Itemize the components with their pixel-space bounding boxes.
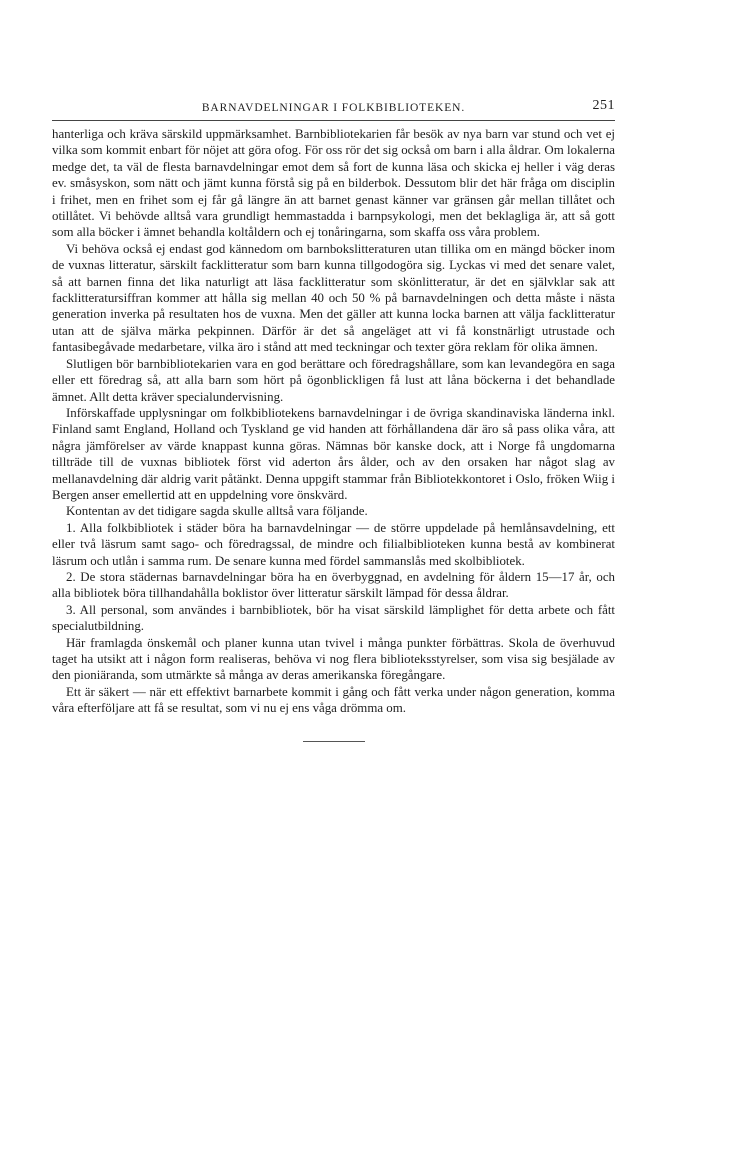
list-item-2: 2. De stora städernas barnavdelningar böra ha en överbyggnad, en avdelning för åldern 15—17 år, och alla bibliotek böra tillhandahålla boklistor över litteratur särskilt lämpad för dessa åldrar. [52, 569, 615, 601]
paragraph-storyteller: Slutligen bör barnbibliotekarien vara en god berättare och föredragshållare, som kan levandegöra en saga eller ett föredrag så, att alla barn som hört på ögonblickligen få lust att låna böckerna i det behandlade ämnet. Allt detta kräver specialundervisning. [52, 356, 615, 404]
paragraph-wishes: Här framlagda önskemål och planer kunna utan tvivel i många punkter förbättras. Skola de överhuvud taget ha utsikt att i någon form realiseras, behöva vi nog flera biblioteksstyrelser, som visa sig besjälade av den pioniäranda, som utmärkte så många av deras amerikanska föregångare. [52, 635, 615, 683]
book-page [52, 96, 615, 742]
body-text [52, 126, 615, 717]
paragraph-continuation: hanterliga och kräva särskild uppmärksamhet. Barnbibliotekarien får besök av nya barn var stund och vet ej vilka som kommit enbart för nöjet att göra ofog. För oss rör det sig också om barn i alla åldrar. Om lokalerna medge det, ta väl de flesta barnavdelningar emot dem så fort de kunna läsa och skicka ej heller i väg deras ev. småsyskon, som nätt och jämt kunna förstå sig på en bilderbok. Dessutom blir det här fråga om disciplin i frihet, men en frihet som ej får gå längre än att barnet genast känner var gränsen går mellan tillåtet och otillåtet. Vi behövde alltså vara grundligt hemmastadda i barnpsykologi, men det beklagliga är, att så gott som alla böcker i ämnet behandla koltåldern och ej tonåringarna, som skaffa oss våra problem. [52, 127, 615, 240]
paragraph-closing: Ett är säkert — när ett effektivt barnarbete kommit i gång och fått verka under någon generation, komma våra efterföljare att få se resultat, som vi nu ej ens våga drömma om. [52, 684, 615, 716]
paragraph-scandinavia: Införskaffade upplysningar om folkbibliotekens barnavdelningar i de övriga skandinaviska länderna inkl. Finland samt England, Holland och Tyskland ge vid handen att förhållandena där äro så pass olika våra, att några jämförelser av värde knappast kunna göras. Nämnas bör kanske dock, att i Norge få ungdomarna tillträde till de vuxnas bibliotek först vid aderton års ålder, och av den orsaken har något slag av mellanavdelning där aldrig varit påtänkt. Denna uppgift stammar från Bibliotekkontoret i Oslo, fröken Wiig i Bergen anser emellertid att en uppdelning vore önskvärd. [52, 405, 615, 502]
end-rule [303, 741, 365, 742]
running-head [52, 96, 615, 118]
running-title: BARNAVDELNINGAR I FOLKBIBLIOTEKEN. [201, 102, 466, 114]
list-item-3: 3. All personal, som användes i barnbibliotek, bör ha visat särskild lämplighet för detta arbete och fått specialutbildning. [52, 602, 615, 634]
header-rule [52, 120, 615, 121]
page-number: 251 [592, 98, 615, 113]
paragraph-summary-intro: Kontentan av det tidigare sagda skulle alltså vara följande. [66, 504, 368, 519]
paragraph-knowledge: Vi behöva också ej endast god kännedom om barnbokslitteraturen utan tillika om en mängd böcker inom de vuxnas litteratur, särskilt facklitteratur som barn kunna tillgodogöra sig. Lyckas vi med det senare valet, så att barnen finna det lika naturligt att läsa facklitteratur som skönlitteratur, är det en självklar sak att facklitteratursiffran kommer att hålla sig mellan 40 och 50 % på barnavdelningen och detta måste i nästa generation inverka på resultaten hos de vuxna. Men det gäller att kunna locka barnen att välja facklitteratur utan att de själva märka pekpinnen. Därför är det så angeläget att vi få konstnärligt utrustade och fantasibegåvade medarbetare, vilka äro i stånd att med teckningar och texter göra reklam för olika ämnen. [52, 241, 615, 355]
list-item-1: 1. Alla folkbibliotek i städer böra ha barnavdelningar — de större uppdelade på hemlånsavdelning, ett eller två läsrum samt sago- och föredragssal, de mindre och filialbiblioteken kunna bestå av kombinerat läsrum och utlån i samma rum. De senare kunna med fördel sammanslås med skolbibliotek. [52, 520, 615, 568]
